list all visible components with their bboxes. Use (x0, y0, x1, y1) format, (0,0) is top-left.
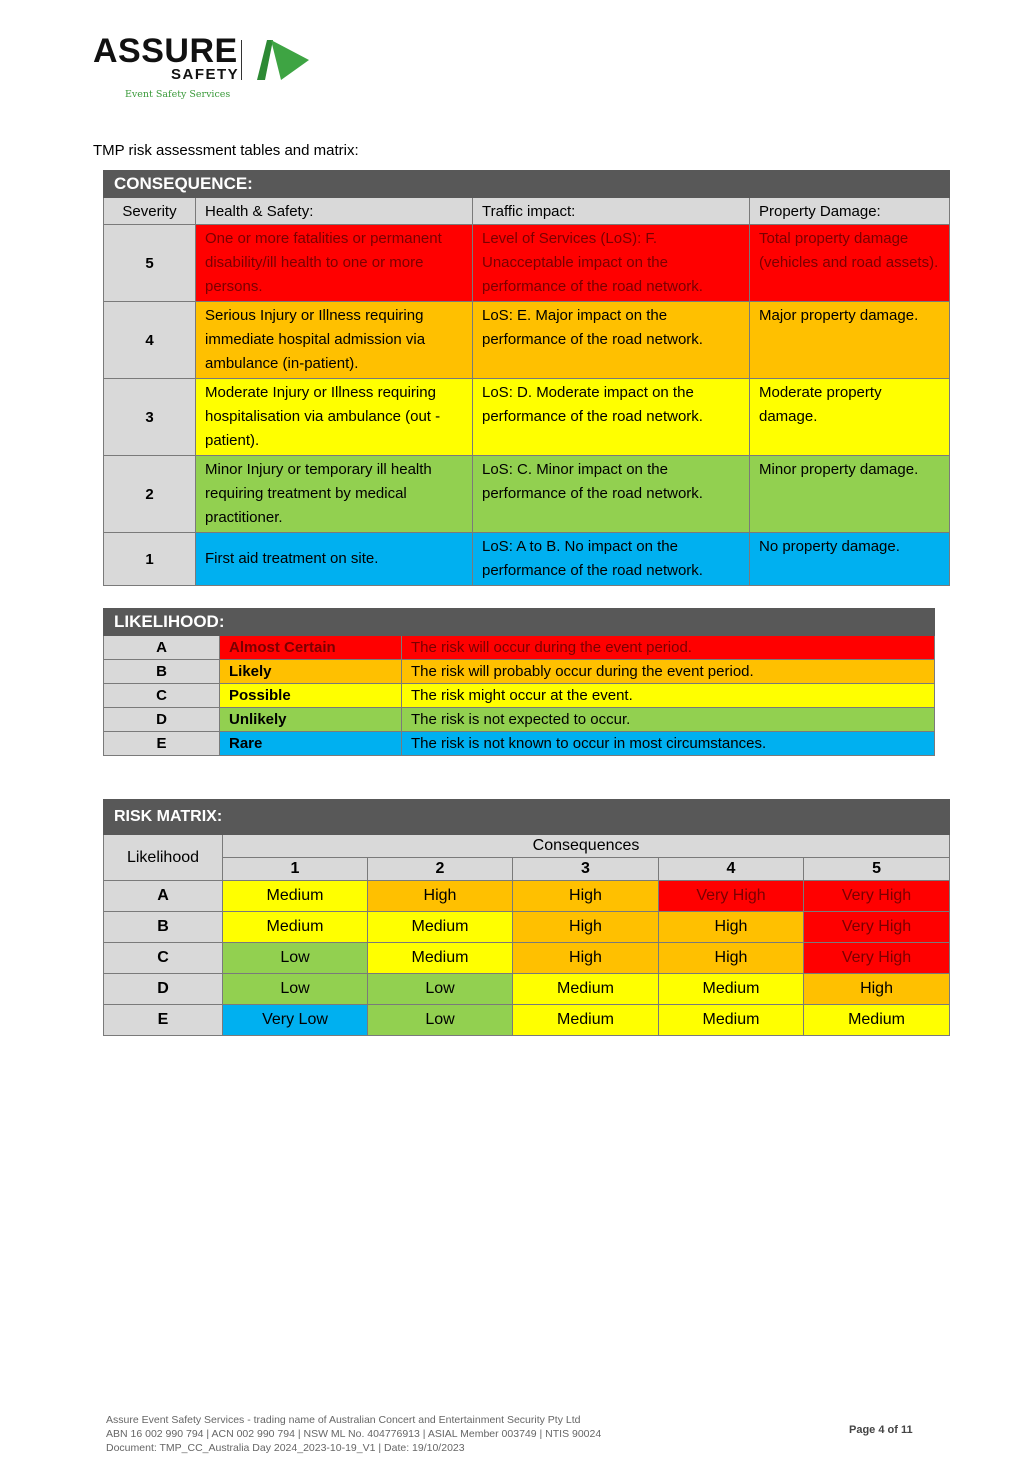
matrix-col-5: 5 (804, 858, 950, 881)
company-logo (93, 34, 323, 104)
header-severity: Severity (104, 198, 196, 225)
property-cell: Total property damage (vehicles and road assets). (750, 225, 950, 302)
matrix-col-1: 1 (223, 858, 368, 881)
matrix-likelihood-label: Likelihood (104, 835, 223, 881)
table-row (104, 912, 950, 943)
table-row (104, 943, 950, 974)
matrix-cell: Low (223, 974, 368, 1005)
matrix-cell: High (659, 943, 804, 974)
footer-line-document: Document: TMP_CC_Australia Day 2024_2023-10-19_V1 | Date: 19/10/2023 (106, 1442, 465, 1454)
likelihood-name: Unlikely (220, 708, 402, 732)
likelihood-code: E (104, 732, 220, 756)
matrix-row-code: C (104, 943, 223, 974)
matrix-cell: High (513, 943, 659, 974)
severity-cell: 2 (104, 456, 196, 533)
severity-cell: 3 (104, 379, 196, 456)
severity-cell: 4 (104, 302, 196, 379)
matrix-row-code: A (104, 881, 223, 912)
table-row (104, 881, 950, 912)
matrix-row-code: B (104, 912, 223, 943)
matrix-cell: High (513, 912, 659, 943)
traffic-cell: LoS: C. Minor impact on the performance of the road network. (473, 456, 750, 533)
table-row (104, 660, 935, 684)
matrix-cell: Medium (368, 912, 513, 943)
matrix-cell: Low (368, 974, 513, 1005)
likelihood-code: B (104, 660, 220, 684)
table-row (104, 533, 950, 586)
property-cell: Major property damage. (750, 302, 950, 379)
likelihood-name: Almost Certain (220, 636, 402, 660)
table-row (104, 225, 950, 302)
likelihood-desc: The risk will probably occur during the event period. (402, 660, 935, 684)
severity-cell: 5 (104, 225, 196, 302)
matrix-cell: Medium (659, 974, 804, 1005)
likelihood-desc: The risk is not expected to occur. (402, 708, 935, 732)
likelihood-code: D (104, 708, 220, 732)
health-cell: Minor Injury or temporary ill health requiring treatment by medical practitioner. (196, 456, 473, 533)
matrix-cell: High (804, 974, 950, 1005)
matrix-cell: Medium (659, 1005, 804, 1036)
logo-tagline: Event Safety Services (125, 89, 231, 100)
matrix-cell: Medium (804, 1005, 950, 1036)
severity-cell: 1 (104, 533, 196, 586)
matrix-col-2: 2 (368, 858, 513, 881)
matrix-row-code: D (104, 974, 223, 1005)
matrix-cell: High (513, 881, 659, 912)
matrix-title: RISK MATRIX: (104, 800, 950, 835)
matrix-cell: Medium (368, 943, 513, 974)
footer-line-company: Assure Event Safety Services - trading name of Australian Concert and Entertainment Security Pty Ltd (106, 1414, 581, 1426)
likelihood-title: LIKELIHOOD: (104, 609, 935, 636)
likelihood-name: Likely (220, 660, 402, 684)
likelihood-name: Rare (220, 732, 402, 756)
matrix-col-3: 3 (513, 858, 659, 881)
traffic-cell: LoS: A to B. No impact on the performance of the road network. (473, 533, 750, 586)
matrix-cell: High (368, 881, 513, 912)
matrix-cell: Medium (223, 912, 368, 943)
table-row (104, 456, 950, 533)
logo-divider (241, 40, 242, 80)
matrix-cell: Very High (804, 881, 950, 912)
matrix-cell: Medium (513, 1005, 659, 1036)
health-cell: Moderate Injury or Illness requiring hospitalisation via ambulance (out -patient). (196, 379, 473, 456)
table-row (104, 732, 935, 756)
logo-wordmark: ASSURE (93, 32, 238, 70)
logo-safety-text: SAFETY (171, 66, 240, 83)
matrix-cell: Very High (804, 943, 950, 974)
header-property: Property Damage: (750, 198, 950, 225)
table-row (104, 1005, 950, 1036)
consequence-table (103, 170, 950, 586)
likelihood-table (103, 608, 935, 756)
table-row (104, 302, 950, 379)
table-row (104, 684, 935, 708)
table-row (104, 636, 935, 660)
table-row (104, 974, 950, 1005)
likelihood-desc: The risk will occur during the event period. (402, 636, 935, 660)
logo-triangle-icon (253, 36, 309, 82)
footer-line-registration: ABN 16 002 990 794 | ACN 002 990 794 | NSW ML No. 404776913 | ASIAL Member 003749 | NTIS 90024 (106, 1428, 602, 1440)
property-cell: Moderate property damage. (750, 379, 950, 456)
property-cell: No property damage. (750, 533, 950, 586)
page-number: Page 4 of 11 (849, 1424, 913, 1436)
matrix-col-4: 4 (659, 858, 804, 881)
matrix-cell: Very High (804, 912, 950, 943)
traffic-cell: LoS: D. Moderate impact on the performance of the road network. (473, 379, 750, 456)
matrix-row-code: E (104, 1005, 223, 1036)
matrix-cell: Medium (223, 881, 368, 912)
matrix-cell: Low (368, 1005, 513, 1036)
traffic-cell: Level of Services (LoS): F. Unacceptable impact on the performance of the road network. (473, 225, 750, 302)
health-cell: Serious Injury or Illness requiring immediate hospital admission via ambulance (in-patient). (196, 302, 473, 379)
matrix-consequences-label: Consequences (223, 835, 950, 858)
likelihood-code: C (104, 684, 220, 708)
matrix-cell: Low (223, 943, 368, 974)
health-cell: First aid treatment on site. (196, 533, 473, 586)
matrix-cell: Medium (513, 974, 659, 1005)
traffic-cell: LoS: E. Major impact on the performance of the road network. (473, 302, 750, 379)
consequence-title: CONSEQUENCE: (104, 171, 950, 198)
risk-matrix-table (103, 799, 950, 1036)
health-cell: One or more fatalities or permanent disability/ill health to one or more persons. (196, 225, 473, 302)
matrix-cell: Very Low (223, 1005, 368, 1036)
likelihood-name: Possible (220, 684, 402, 708)
likelihood-desc: The risk is not known to occur in most circumstances. (402, 732, 935, 756)
property-cell: Minor property damage. (750, 456, 950, 533)
matrix-cell: High (659, 912, 804, 943)
header-health: Health & Safety: (196, 198, 473, 225)
table-row (104, 379, 950, 456)
likelihood-code: A (104, 636, 220, 660)
page-footer (106, 1413, 601, 1455)
likelihood-desc: The risk might occur at the event. (402, 684, 935, 708)
header-traffic: Traffic impact: (473, 198, 750, 225)
matrix-cell: Very High (659, 881, 804, 912)
intro-text: TMP risk assessment tables and matrix: (93, 142, 359, 159)
table-row (104, 708, 935, 732)
